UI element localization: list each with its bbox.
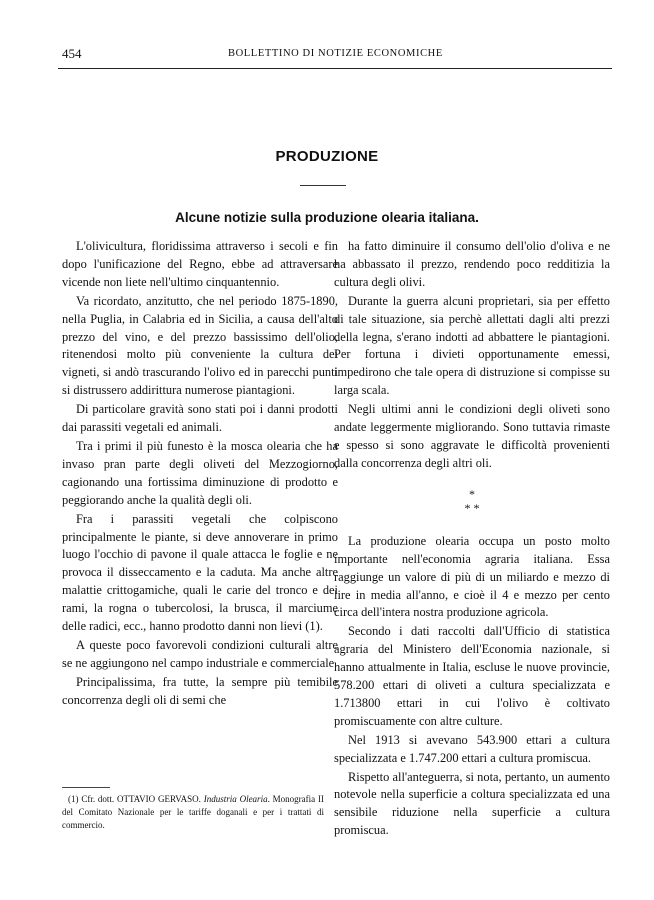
footnote-cited-title: Industria Olearia <box>203 794 268 804</box>
paragraph: Rispetto all'anteguerra, si nota, pertanto, un aumento notevole nella superficie a coltura specializzata ed una sensibile riduzione nella superficie a cultura promiscua. <box>334 769 610 838</box>
left-column <box>62 238 338 711</box>
paragraph: L'olivicultura, floridissima attraverso i secoli e fin dopo l'unificazione del Regno, ebbe ad attraversare vicende non liete nell'ultimo cinquantennio. <box>62 239 338 289</box>
asterism-divider <box>334 487 610 515</box>
paragraph: Durante la guerra alcuni proprietari, sia per effetto di tale situazione, sia perchè allettati dagli alti prezzi della legna, s'erano indotti ad abbattere le piantagioni. Per fortuna i divieti opportunamente emessi, impedirono che tale opera di distruzione si compisse su larga scala. <box>334 293 610 398</box>
section-title: PRODUZIONE <box>275 148 379 165</box>
page-number: 454 <box>62 46 82 61</box>
running-head: BOLLETTINO DI NOTIZIE ECONOMICHE <box>228 48 443 59</box>
paragraph: Secondo i dati raccolti dall'Ufficio di statistica agraria del Ministero dell'Economia nazionale, si hanno attualmente in Italia, escluse le nuove provincie, 578.200 ettari di oliveti a cultura specializzata e 1.713800 ettari in cui l'olivo è coltivato promiscuamente con altre culture. <box>334 624 610 728</box>
paragraph: Nel 1913 si avevano 543.900 ettari a cultura specializzata e 1.747.200 ettari a cultura promiscua. <box>334 732 610 765</box>
paragraph: La produzione olearia occupa un posto molto importante nell'economia agraria italiana. Essa raggiunge un valore di più di un miliardo e mezzo di lire in media all'anno, e cioè il 4 e mezzo per cento circa dell'intera nostra produzione agricola. <box>334 533 610 620</box>
asterism-bottom: * * <box>464 500 480 515</box>
paragraph: A queste poco favorevoli condizioni culturali altre se ne aggiungono nel campo industriale e commerciale. <box>62 637 338 670</box>
paragraph: Fra i parassiti vegetali che colpiscono principalmente le piante, si deve annoverare in primo luogo l'occhio di pavone il quale attacca le foglie e ne provoca il disseccamento e la caduta. Ma anche altre malattie crittogamiche, quali le carie del tronco e dei rami, la rogna o tubercolosi, la brusca, il marciume delle radici, ecc., hanno prodotto danni non lievi (1). <box>62 511 338 634</box>
paragraph: Tra i primi il più funesto è la mosca olearia che ha invaso pran parte degli oliveti del Mezzogiorno, cagionando una fortissima diminuzione di prodotto e peggiorando anche la qualità degli oli. <box>62 438 338 507</box>
asterism-top: * <box>469 486 475 501</box>
footnote-divider <box>62 787 110 788</box>
paragraph: Di particolare gravità sono stati poi i danni prodotti dai parassiti vegetali ed animali. <box>62 402 338 435</box>
paragraph: Principalissima, fra tutte, la sempre più temibile concorrenza degli oli di semi che <box>62 674 338 707</box>
paragraph: ha fatto diminuire il consumo dell'olio d'oliva e ne ha abbassato il prezzo, rendendo poco redditizia la cultura degli olivi. <box>334 239 610 289</box>
footnote <box>62 793 324 831</box>
paragraph: Negli ultimi anni le condizioni degli oliveti sono andate leggermente migliorando. Sono tuttavia rimaste e spesso si sono aggravate le difficoltà provenienti dalla concorrenza degli altri oli. <box>334 402 610 470</box>
footnote-text: (1) Cfr. dott. OTTAVIO GERVASO. <box>68 794 204 804</box>
article-title: Alcune notizie sulla produzione olearia italiana. <box>175 210 479 225</box>
footnote-text-end: . Monografia II del Comitato Nazionale per le tariffe doganali e per i trattati di commercio. <box>62 794 324 830</box>
right-column <box>334 238 610 841</box>
running-header <box>58 44 612 69</box>
paragraph: Va ricordato, anzitutto, che nel periodo 1875-1890, nella Puglia, in Calabria ed in Sicilia, a causa dell'alto prezzo del vino, e del prezzo bassissimo dell'olio, ritenendosi molto più conveniente la cultura dei vigneti, si andò trascurando l'olivo ed in parecchi punti si distrussero addirittura numerose piantagioni. <box>62 293 338 398</box>
title-divider <box>300 185 346 186</box>
